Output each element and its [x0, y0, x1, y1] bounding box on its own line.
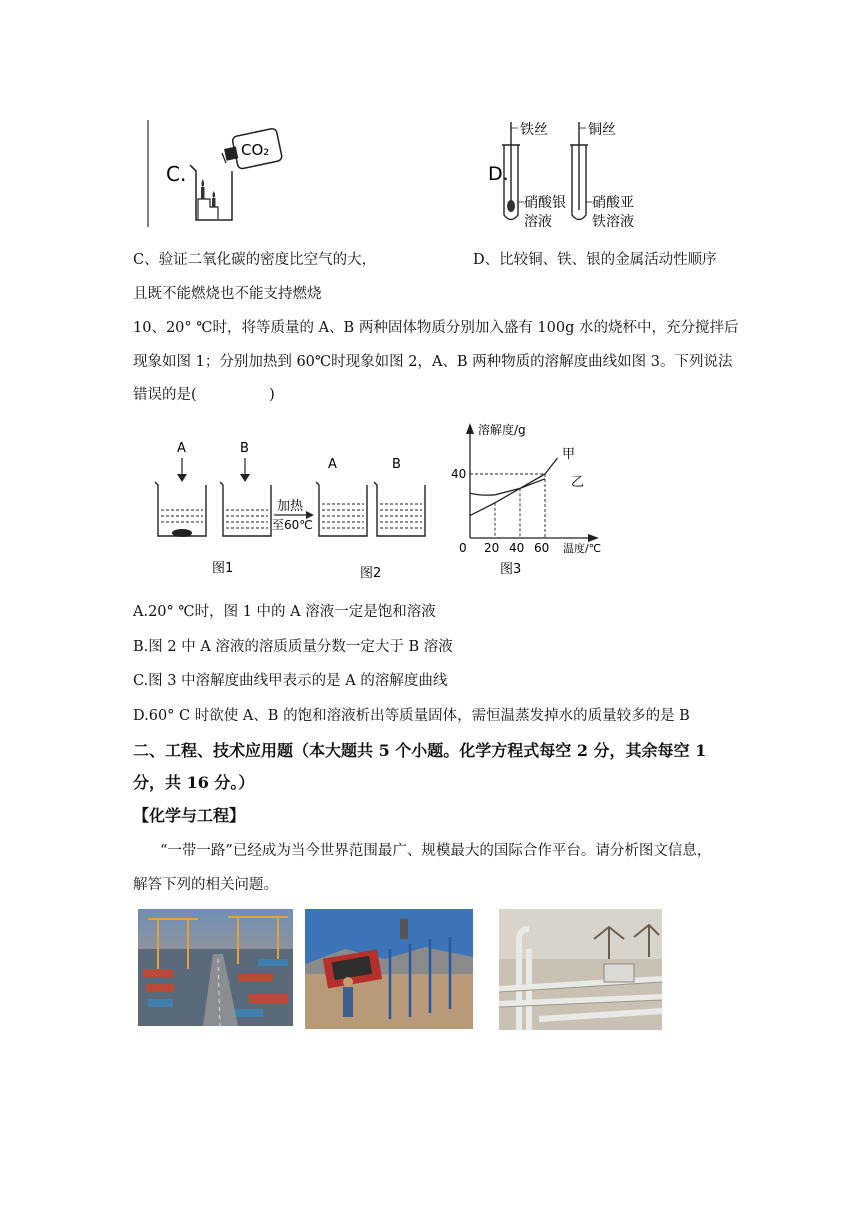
- fig3-series-2-label: 乙: [571, 475, 585, 490]
- section-2-paragraph-cont: 解答下列的相关问题。: [133, 877, 278, 893]
- figd-sol2-l2: 铁溶液: [592, 214, 634, 230]
- fig3-x-tick-60: 60: [534, 541, 550, 555]
- construction-photo: [305, 909, 473, 1029]
- arrow-label-2: 至60℃: [272, 518, 313, 532]
- section-2-paragraph: “一带一路”已经成为当今世界范围最广、规模最大的国际合作平台。请分析图文信息，: [160, 843, 712, 859]
- section-2-title: 二、工程、技术应用题（本大题共 5 个小题。化学方程式每空 2 分，其余每空 1: [133, 741, 707, 760]
- option-d: D.60° C 时欲使 A、B 的饱和溶液析出等质量固体，需恒温蒸发掉水的质量较多的是 B: [133, 708, 690, 724]
- question-10-line2: 现象如图 1；分别加热到 60℃时现象如图 2，A、B 两种物质的溶解度曲线如图 3。下列说法: [133, 354, 733, 370]
- option-b: B.图 2 中 A 溶液的溶质质量分数一定大于 B 溶液: [133, 639, 453, 655]
- section-2-subtitle: 【化学与工程】: [133, 806, 246, 825]
- fig3-x-tick-20: 20: [484, 541, 500, 555]
- figure-3: [445, 418, 615, 580]
- figure-c: [140, 115, 290, 230]
- option-a: A.20° ℃时，图 1 中的 A 溶液一定是饱和溶液: [133, 604, 436, 620]
- fig2-caption: 图2: [360, 566, 382, 581]
- fig3-caption: 图3: [500, 562, 522, 577]
- fig2-label-a: A: [328, 457, 337, 472]
- option-c: C.图 3 中溶解度曲线甲表示的是 A 的溶解度曲线: [133, 673, 448, 689]
- solubility-chart: [445, 418, 615, 580]
- fig3-series-1-label: 甲: [562, 447, 576, 462]
- figure-1-2: [140, 430, 450, 590]
- figure-d: [480, 110, 650, 235]
- fig3-series-2-line: [470, 479, 545, 495]
- co2-beaker-diagram: [140, 115, 290, 230]
- beakers-diagram: [140, 430, 450, 590]
- figd-sol2-l1: 硝酸亚: [592, 195, 634, 211]
- option-c-description-cont: 且既不能燃烧也不能支持燃烧: [133, 286, 322, 302]
- fig3-y-tick-40: 40: [451, 467, 467, 481]
- pipeline-photo: [499, 909, 662, 1030]
- fig3-x-tick-0: 0: [459, 541, 467, 555]
- fig2-label-b: B: [392, 457, 401, 472]
- fig1-label-b: B: [240, 441, 249, 456]
- fig3-ylabel: 溶解度/g: [478, 423, 526, 437]
- section-2-title-cont: 分，共 16 分。）: [133, 773, 255, 792]
- fig1-label-a: A: [177, 441, 186, 456]
- figd-letter: D.: [488, 163, 509, 185]
- fig3-x-tick-40: 40: [509, 541, 525, 555]
- option-c-description: C、验证二氧化碳的密度比空气的大，: [133, 252, 377, 268]
- fig3-xlabel: 温度/℃: [563, 542, 602, 555]
- question-10-line3: 错误的是( ): [133, 387, 275, 403]
- fig1-caption: 图1: [212, 561, 234, 576]
- figd-sol1-l2: 溶液: [524, 214, 552, 230]
- figd-wire2: 铜丝: [588, 122, 616, 138]
- figd-sol1-l1: 硝酸银: [524, 195, 566, 211]
- question-10-line1: 10、20° ℃时，将等质量的 A、B 两种固体物质分别加入盛有 100g 水的烧杯中，充分搅拌后: [133, 320, 739, 336]
- metal-test-tube-diagram: [480, 110, 650, 235]
- port-photo: [138, 909, 293, 1026]
- arrow-label-1: 加热: [277, 499, 304, 514]
- figc-letter: C.: [166, 162, 187, 186]
- figd-wire1: 铁丝: [520, 122, 548, 138]
- fig3-series-1-line: [470, 458, 558, 516]
- figc-gas-label: CO₂: [241, 141, 270, 159]
- option-d-description: D、比较铜、铁、银的金属活动性顺序: [473, 252, 717, 268]
